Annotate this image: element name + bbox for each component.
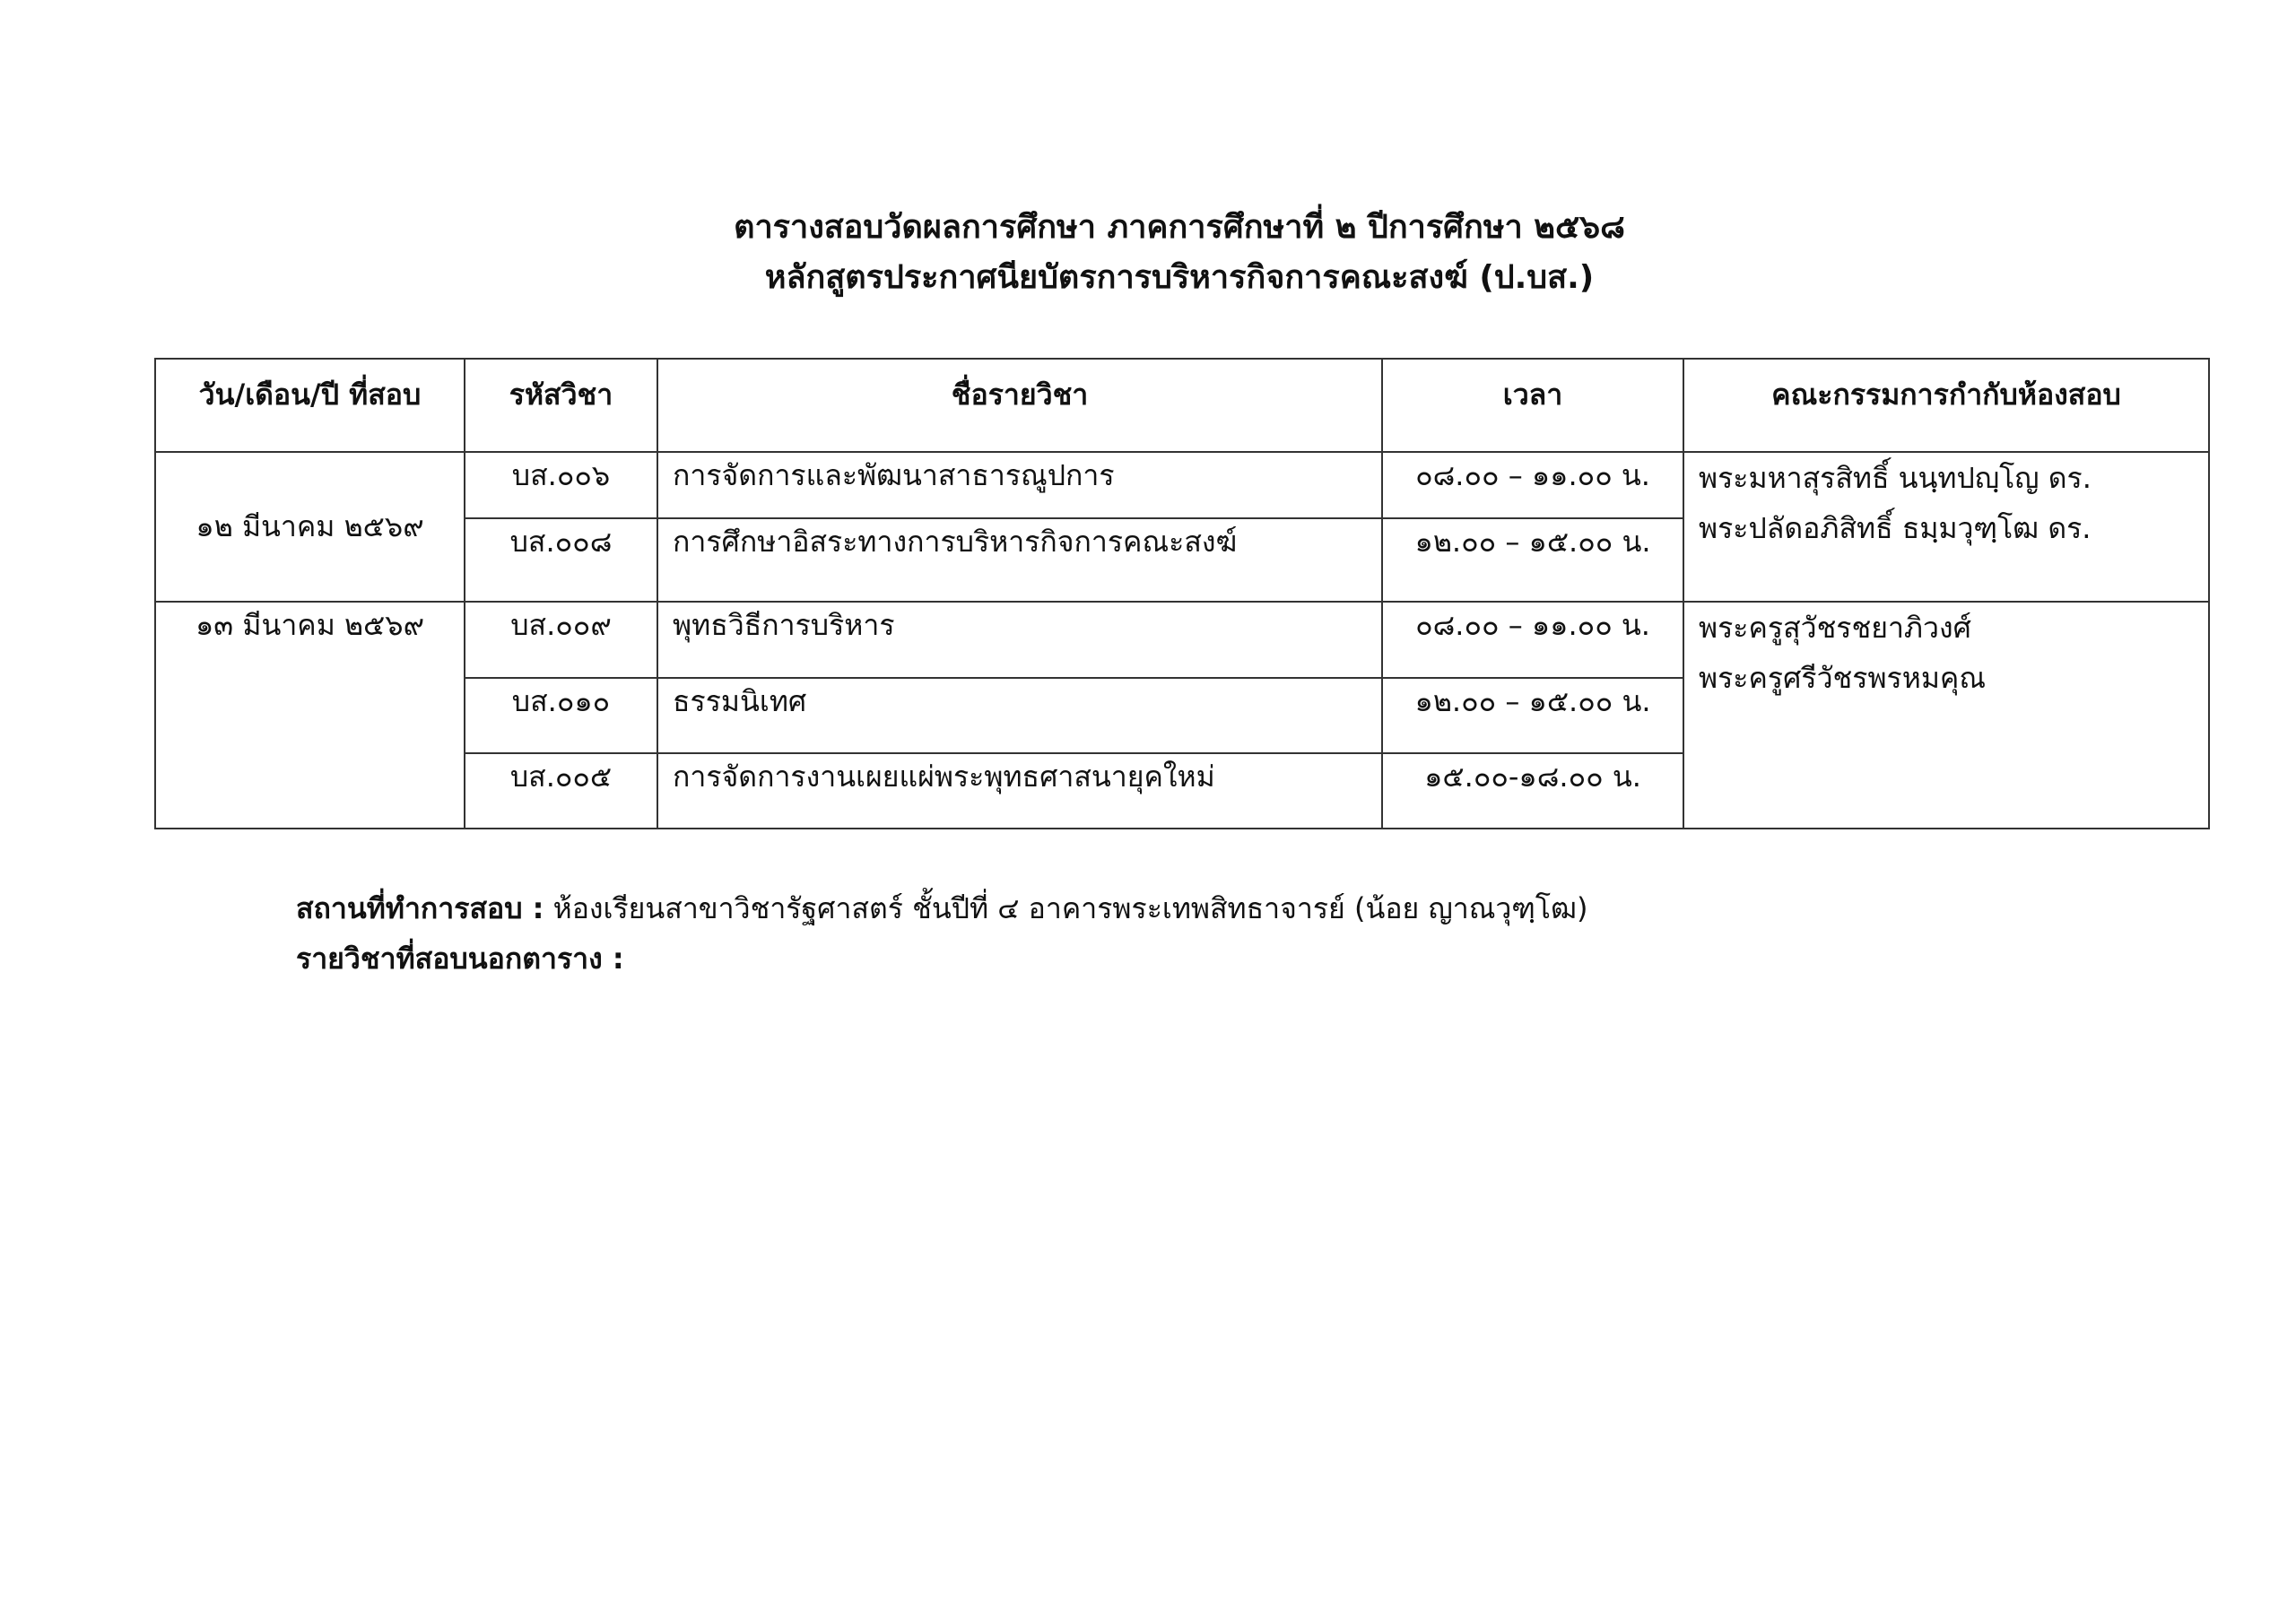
outside-schedule-line: [296, 933, 1587, 984]
course-name: การจัดการงานเผยแผ่พระพุทธศาสนายุคใหม่: [657, 753, 1382, 829]
table-header-row: [155, 359, 2209, 452]
committee-member: พระครูสุวัชรชยาภิวงศ์: [1699, 611, 1971, 645]
course-code: บส.๐๐๕: [465, 753, 657, 829]
committee-member: พระปลัดอภิสิทธิ์ ธมฺมวุฑฺโฒ ดร.: [1699, 511, 2092, 545]
exam-date: ๑๒ มีนาคม ๒๕๖๙: [155, 452, 465, 602]
header-name: ชื่อรายวิชา: [657, 359, 1382, 452]
venue-value: ห้องเรียนสาขาวิชารัฐศาสตร์ ชั้นปีที่ ๔ อาคารพระเทพสิทธาจารย์ (น้อย ญาณวุฑฺโฒ): [544, 891, 1588, 925]
exam-time: ๐๘.๐๐ – ๑๑.๐๐ น.: [1382, 452, 1683, 518]
course-code: บส.๐๑๐: [465, 678, 657, 753]
document-title: [0, 203, 2296, 303]
exam-time: ๑๕.๐๐-๑๘.๐๐ น.: [1382, 753, 1683, 829]
course-name: พุทธวิธีการบริหาร: [657, 602, 1382, 678]
exam-time: ๑๒.๐๐ – ๑๕.๐๐ น.: [1382, 678, 1683, 753]
exam-date: ๑๓ มีนาคม ๒๕๖๙: [155, 602, 465, 829]
course-code: บส.๐๐๖: [465, 452, 657, 518]
table-row: [155, 452, 2209, 518]
header-committee: คณะกรรมการกำกับห้องสอบ: [1683, 359, 2209, 452]
venue-label: สถานที่ทำการสอบ :: [296, 891, 544, 925]
course-name: การจัดการและพัฒนาสาธารณูปการ: [657, 452, 1382, 518]
footer-notes: [296, 883, 1587, 984]
venue-line: [296, 883, 1587, 933]
course-name: ธรรมนิเทศ: [657, 678, 1382, 753]
title-line-1: ตารางสอบวัดผลการศึกษา ภาคการศึกษาที่ ๒ ปีการศึกษา ๒๕๖๘: [734, 209, 1625, 246]
header-code: รหัสวิชา: [465, 359, 657, 452]
committee-member: พระครูศรีวัชรพรหมคุณ: [1699, 661, 1986, 695]
course-code: บส.๐๐๙: [465, 602, 657, 678]
title-line-2: หลักสูตรประกาศนียบัตรการบริหารกิจการคณะสงฆ์ (ป.บส.): [764, 259, 1595, 296]
outside-schedule-label: รายวิชาที่สอบนอกตาราง :: [296, 942, 624, 976]
committee-member: พระมหาสุรสิทธิ์ นนฺทปญฺโญ ดร.: [1699, 461, 2092, 495]
exam-time: ๐๘.๐๐ – ๑๑.๐๐ น.: [1382, 602, 1683, 678]
exam-schedule-table: [154, 358, 2210, 829]
committee-cell: [1683, 452, 2209, 602]
course-code: บส.๐๐๘: [465, 518, 657, 602]
course-name: การศึกษาอิสระทางการบริหารกิจการคณะสงฆ์: [657, 518, 1382, 602]
committee-cell: [1683, 602, 2209, 829]
exam-time: ๑๒.๐๐ – ๑๕.๐๐ น.: [1382, 518, 1683, 602]
header-date: วัน/เดือน/ปี ที่สอบ: [155, 359, 465, 452]
header-time: เวลา: [1382, 359, 1683, 452]
table-row: [155, 602, 2209, 678]
